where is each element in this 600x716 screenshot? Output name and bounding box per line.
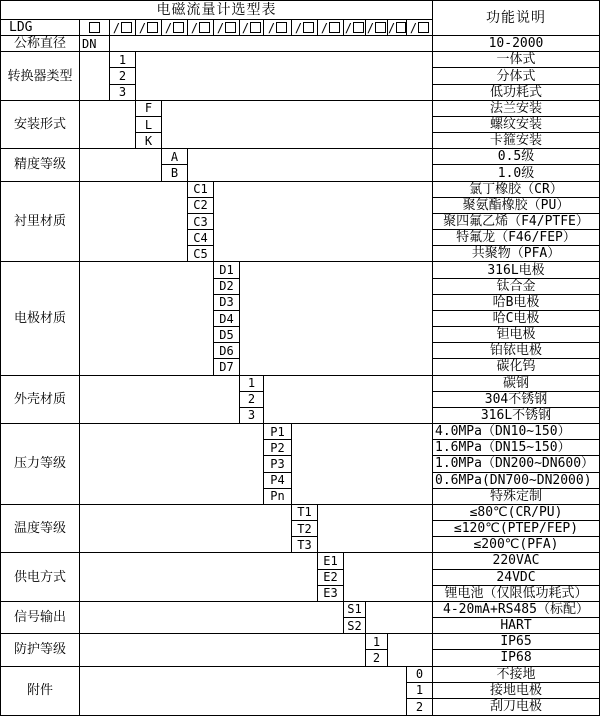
option-desc: 铂铱电极 [433,343,599,359]
blank-cell [388,634,433,666]
option-desc: 4-20mA+RS485（标配） [433,602,599,618]
option-desc: 0.6MPa(DN700~DN2000) [433,473,599,489]
option-desc: 钛合金 [433,279,599,295]
option-code: 0 [407,667,433,683]
option-desc: 螺纹安装 [433,117,599,133]
model-code-slot [214,20,240,36]
blank-cell [80,52,110,101]
slash-separator: / [366,20,375,35]
slash-separator: / [267,20,276,35]
group-label-lining: 衬里材质 [1,182,80,263]
blank-box-icon [250,22,261,33]
group-label-converter-type: 转换器类型 [1,52,80,101]
option-code: D5 [214,327,240,343]
blank-cell [80,602,344,634]
option-desc: 不接地 [433,667,599,683]
option-code: P4 [264,473,292,489]
blank-cell [80,376,240,424]
option-code: T3 [292,537,318,553]
option-code: C1 [188,182,214,198]
option-code: B [162,165,188,181]
model-code-slot [318,20,344,36]
option-desc: 304不锈钢 [433,392,599,408]
option-desc: 0.5级 [433,149,599,165]
option-code: Pn [264,489,292,505]
model-code-slot [136,20,162,36]
group-label-installation: 安装形式 [1,101,80,149]
option-code: T2 [292,521,318,537]
model-code-slot [264,20,292,36]
blank-cell [80,553,318,602]
group-label-accuracy: 精度等级 [1,149,80,181]
option-code: C5 [188,246,214,262]
option-code: 2 [407,699,433,715]
option-desc: IP68 [433,650,599,666]
model-code-slot [292,20,318,36]
blank-cell [188,149,433,181]
model-code-slot [80,20,110,36]
option-code: E3 [318,586,344,602]
blank-box-icon [199,22,210,33]
option-desc: 1.0MPa（DN200~DN600） [433,456,599,472]
option-code: DN [80,36,110,52]
option-code: C3 [188,214,214,230]
option-desc: ≤80℃(CR/PU) [433,505,599,521]
group-label-diameter: 公称直径 [1,36,80,52]
model-code-slot [388,20,407,36]
group-label-accessories: 附件 [1,667,80,715]
model-code-slot [407,20,433,36]
option-desc: 钽电极 [433,327,599,343]
option-code: C4 [188,230,214,246]
blank-cell [292,424,433,505]
option-desc: 特殊定制 [433,489,599,505]
option-code: 2 [366,650,388,666]
blank-box-icon [173,22,184,33]
option-desc: 氯丁橡胶（CR） [433,182,599,198]
option-code: F [136,101,162,117]
function-desc-header: 功能说明 [433,1,599,36]
option-code: K [136,133,162,149]
option-code: S2 [344,618,366,634]
group-label-temperature: 温度等级 [1,505,80,553]
option-desc: 刮刀电极 [489,699,542,715]
option-desc: 220VAC [433,553,599,569]
blank-cell [80,667,407,715]
table-title: 电磁流量计选型表 [1,1,433,20]
option-code: C2 [188,198,214,214]
option-desc: 分体式 [433,68,599,84]
slash-separator: / [164,20,173,35]
option-code: D6 [214,343,240,359]
blank-cell [318,505,433,553]
model-code-slot [110,20,136,36]
option-desc: 316L不锈钢 [433,408,599,424]
group-label-power-supply: 供电方式 [1,553,80,602]
model-prefix: LDG [1,20,80,36]
option-code: P3 [264,456,292,472]
option-code: E1 [318,553,344,569]
option-desc: 共聚物（PFA） [433,246,599,262]
option-code: 1 [407,683,433,699]
blank-cell [344,553,433,602]
slash-separator: / [241,20,250,35]
option-desc: 4.0MPa（DN10~150） [433,424,599,440]
blank-cell [80,505,292,553]
group-label-signal-output: 信号输出 [1,602,80,634]
option-desc: 碳钢 [433,376,599,392]
option-desc: 10-2000 [433,36,599,52]
option-code: D7 [214,359,240,375]
blank-cell [80,149,162,181]
option-code: L [136,117,162,133]
option-code: 3 [110,85,136,101]
slash-separator: / [294,20,303,35]
blank-box-icon [375,22,386,33]
option-desc: 特氟龙（F46/FEP） [433,230,599,246]
blank-box-icon [276,22,287,33]
option-code: P2 [264,440,292,456]
group-label-electrode: 电极材质 [1,262,80,375]
blank-box-icon [353,22,364,33]
option-code: A [162,149,188,165]
model-code-slot [240,20,264,36]
blank-box-icon [303,22,314,33]
option-desc: 锂电池（仅限低功耗式） [433,586,599,602]
option-desc: 法兰安装 [433,101,599,117]
group-label-protection: 防护等级 [1,634,80,666]
option-code: D1 [214,262,240,278]
blank-cell [80,424,264,505]
option-code: S1 [344,602,366,618]
option-desc: HART [433,618,599,634]
option-desc: ≤200℃(PFA) [433,537,599,553]
slash-separator: / [138,20,147,35]
slash-separator: / [409,20,418,35]
slash-separator: / [344,20,353,35]
blank-cell [240,262,433,375]
model-code-slot [188,20,214,36]
option-code: D3 [214,295,240,311]
option-desc: 哈B电极 [433,295,599,311]
blank-cell [214,182,433,263]
option-desc: 聚氨酯橡胶（PU） [433,198,599,214]
blank-box-icon [225,22,236,33]
blank-box-icon [418,22,429,33]
blank-cell [80,101,136,149]
option-desc: 低功耗式 [433,85,599,101]
slash-separator: / [216,20,225,35]
blank-cell [110,36,433,52]
model-code-slot [366,20,388,36]
model-code-slot [162,20,188,36]
blank-box-icon [89,22,100,33]
option-desc: IP65 [433,634,599,650]
option-desc: 哈C电极 [433,311,599,327]
blank-cell [366,602,433,634]
blank-cell [80,634,366,666]
option-code: P1 [264,424,292,440]
blank-box-icon [329,22,340,33]
blank-box-icon [147,22,158,33]
option-desc: 316L电极 [433,262,599,278]
option-code: E2 [318,570,344,586]
option-code: 1 [366,634,388,650]
option-code: 3 [240,408,264,424]
model-code-slot [344,20,366,36]
option-desc: 一体式 [433,52,599,68]
blank-box-icon [396,22,406,33]
blank-cell [80,182,188,263]
option-code: T1 [292,505,318,521]
option-desc: 接地电极 [433,683,599,699]
slash-separator: / [388,20,396,35]
slash-separator: / [190,20,199,35]
blank-cell [136,52,433,101]
option-desc: 碳化钨 [433,359,599,375]
option-code: 2 [240,392,264,408]
blank-box-icon [121,22,132,33]
option-desc: 24VDC [433,570,599,586]
blank-cell [264,376,433,424]
option-desc: 1.6MPa（DN15~150） [433,440,599,456]
option-desc: 聚四氟乙烯（F4/PTFE） [433,214,599,230]
option-code: 1 [110,52,136,68]
blank-cell [162,101,433,149]
option-code: 2 [110,68,136,84]
option-desc: ≤120℃(PTEP/FEP) [433,521,599,537]
group-label-pressure: 压力等级 [1,424,80,505]
slash-separator: / [320,20,329,35]
blank-cell [80,262,214,375]
option-code: D2 [214,279,240,295]
group-label-housing: 外壳材质 [1,376,80,424]
option-code: 1 [240,376,264,392]
option-code: D4 [214,311,240,327]
option-desc: 卡箍安装 [433,133,599,149]
slash-separator: / [112,20,121,35]
option-desc: 1.0级 [433,165,599,181]
